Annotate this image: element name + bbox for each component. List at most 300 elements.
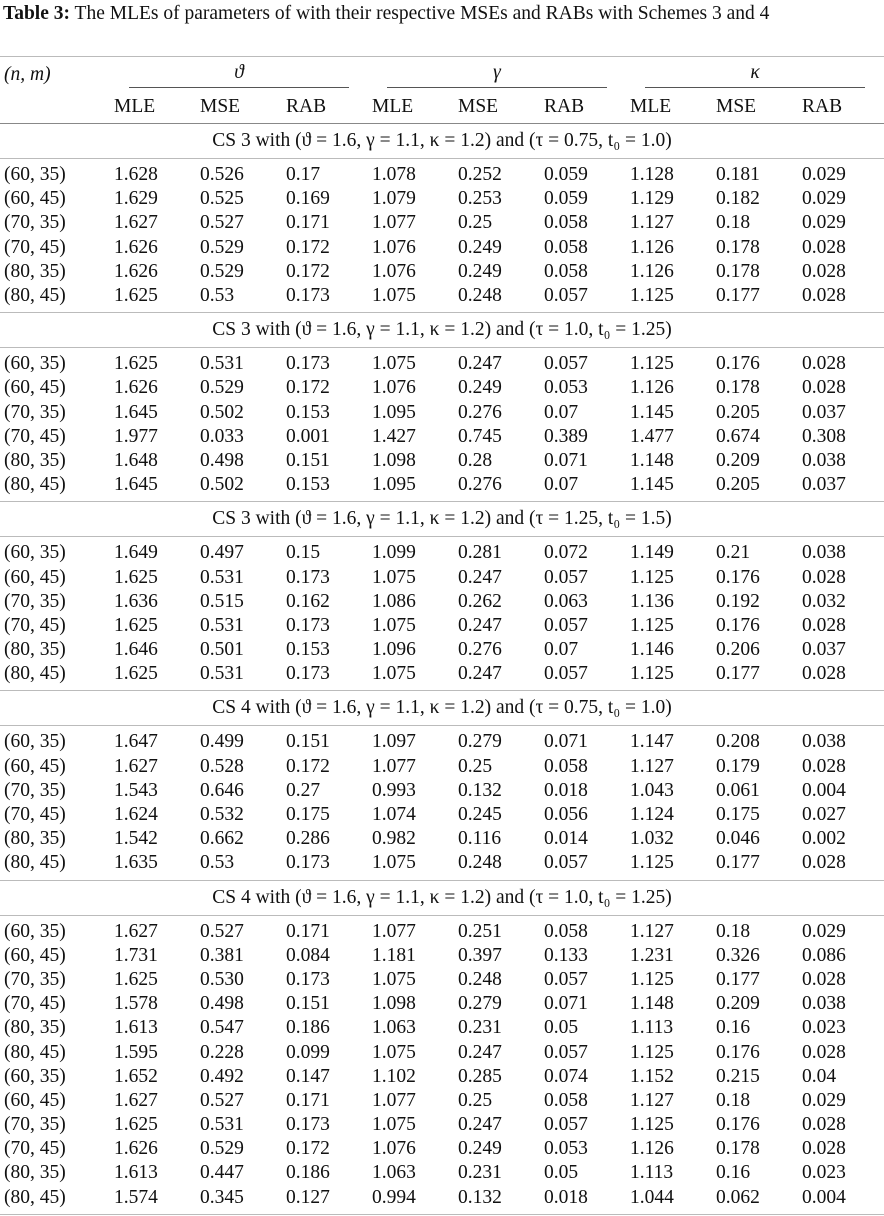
table-row: [0, 1137, 884, 1161]
table-row: [0, 284, 884, 313]
table-cell: 1.574: [110, 1186, 196, 1215]
table-cell: 1.624: [114, 804, 158, 826]
table-cell: 0.033: [200, 425, 244, 447]
table-cell: 1.148: [630, 993, 674, 1015]
table-cell: 0.276: [458, 401, 502, 423]
table-cell: 0.18: [716, 212, 751, 234]
table-cell: 1.145: [630, 474, 674, 496]
table-cell: 0.028: [802, 614, 846, 636]
table-cell: 0.028: [802, 260, 846, 282]
caption-label: Table 3:: [3, 3, 71, 24]
table-cell: 1.125: [630, 1114, 674, 1136]
table-cell: 0.205: [716, 474, 760, 496]
table-cell: 1.231: [630, 944, 674, 966]
table-cell: 0.038: [802, 542, 846, 564]
table-cell: 0.053: [544, 1138, 588, 1160]
table-cell: 0.099: [286, 1041, 330, 1063]
table-cell: 0.056: [544, 804, 588, 826]
section-title: CS 4 with (ϑ = 1.6, γ = 1.1, κ = 1.2) and (τ = 0.75, t₀ = 1.0): [0, 691, 884, 726]
row-label: (80, 35): [4, 1162, 66, 1184]
table-cell: 0.245: [458, 804, 502, 826]
table-cell: 0.058: [544, 1089, 588, 1111]
table-cell: 0.058: [544, 920, 588, 942]
row-label: (60, 45): [4, 188, 66, 210]
table-cell: 0.116: [458, 828, 502, 850]
table-cell: 0.18: [716, 920, 751, 942]
row-label: (60, 35): [4, 542, 66, 564]
table-cell: 1.127: [630, 1089, 674, 1111]
table-row: [0, 1089, 884, 1113]
table-cell: 0.498: [200, 993, 244, 1015]
subcol-header: RAB: [798, 91, 884, 124]
table-cell: 0.389: [544, 425, 588, 447]
table-cell: 0.531: [200, 663, 244, 685]
table-cell: 0.173: [286, 566, 330, 588]
table-cell: 0.028: [802, 285, 846, 307]
table-cell: 0.171: [286, 1089, 330, 1111]
table-cell: 1.126: [630, 1138, 674, 1160]
table-cell: 0.252: [458, 164, 502, 186]
table-cell: 1.095: [372, 401, 416, 423]
table-cell: 1.146: [630, 639, 674, 661]
row-label: (60, 35): [4, 164, 66, 186]
table-cell: 0.231: [458, 1162, 502, 1184]
table-cell: 0.063: [544, 590, 588, 612]
table-cell: 0.247: [458, 663, 502, 685]
table-cell: 0.499: [200, 731, 244, 753]
table-cell: 0.527: [200, 920, 244, 942]
row-label: (70, 45): [4, 1138, 66, 1160]
table-cell: 0.023: [802, 1162, 846, 1184]
table-cell: 0.206: [716, 639, 760, 661]
table-cell: 1.128: [630, 164, 674, 186]
table-row: [0, 614, 884, 638]
table-cell: 0.178: [716, 236, 760, 258]
table-cell: 0.028: [802, 236, 846, 258]
table-cell: 0.029: [802, 920, 846, 942]
table-cell: 1.645: [114, 474, 158, 496]
table-cell: 0.057: [544, 285, 588, 307]
table-cell: 0.178: [716, 1138, 760, 1160]
table-cell: 1.627: [114, 1089, 158, 1111]
table-row: [0, 1186, 884, 1215]
table-cell: 1.645: [114, 401, 158, 423]
table-cell: 0.27: [286, 779, 321, 801]
table-cell: 0.179: [716, 755, 760, 777]
header-subcol-row: [0, 91, 884, 124]
table-cell: 0.181: [716, 164, 760, 186]
table-cell: 0.059: [544, 188, 588, 210]
table-row: [0, 1113, 884, 1137]
row-label: (70, 35): [4, 779, 66, 801]
section-header-row: [0, 313, 884, 348]
table-cell: 0.071: [544, 993, 588, 1015]
table-cell: 1.477: [630, 425, 674, 447]
table-cell: 0.529: [200, 1138, 244, 1160]
table-cell: 0.07: [544, 474, 579, 496]
table-cell: 1.076: [372, 260, 416, 282]
table-cell: 1.136: [630, 590, 674, 612]
table-row: [0, 159, 884, 188]
table-cell: 0.745: [458, 425, 502, 447]
table-cell: 0.25: [458, 1089, 493, 1111]
table-cell: 0.151: [286, 993, 330, 1015]
table-cell: 0.018: [544, 779, 588, 801]
table-row: [0, 211, 884, 235]
table-cell: 0.177: [716, 285, 760, 307]
table-row: [0, 1161, 884, 1185]
table-cell: 0.208: [716, 731, 760, 753]
table-cell: 1.075: [372, 614, 416, 636]
table-row: [0, 638, 884, 662]
table-row: [0, 851, 884, 880]
table-cell: 0.153: [286, 401, 330, 423]
table-cell: 1.113: [630, 1017, 674, 1039]
table-cell: 0.502: [200, 474, 244, 496]
table-cell: 0.175: [286, 804, 330, 826]
table-cell: 0.175: [716, 804, 760, 826]
table-cell: 1.543: [114, 779, 158, 801]
row-label: (60, 35): [4, 1065, 66, 1087]
table-cell: 1.063: [372, 1162, 416, 1184]
table-cell: 0.173: [286, 353, 330, 375]
table-cell: 0.028: [802, 1138, 846, 1160]
table-row: [0, 827, 884, 851]
table-cell: 1.077: [372, 1089, 416, 1111]
table-cell: 0.209: [716, 449, 760, 471]
table-cell: 1.075: [372, 1114, 416, 1136]
table-row: [0, 449, 884, 473]
table-row: [0, 376, 884, 400]
table-cell: 1.181: [372, 944, 416, 966]
table-cell: 0.25: [458, 212, 493, 234]
table-cell: 1.063: [372, 1017, 416, 1039]
table-cell: 0.177: [716, 968, 760, 990]
table-cell: 0.286: [286, 828, 330, 850]
table-cell: 0.171: [286, 212, 330, 234]
section-header-row: [0, 124, 884, 159]
section-header-row: [0, 502, 884, 537]
table-cell: 1.075: [372, 968, 416, 990]
table-cell: 0.172: [286, 260, 330, 282]
table-cell: 0.186: [286, 1017, 330, 1039]
table-cell: 0.151: [286, 449, 330, 471]
group-header-kappa: κ: [626, 57, 884, 92]
table-cell: 0.205: [716, 401, 760, 423]
table-cell: 1.125: [630, 353, 674, 375]
table-row: [0, 662, 884, 691]
table-cell: 1.077: [372, 755, 416, 777]
table-cell: 0.004: [802, 779, 846, 801]
table-cell: 1.079: [372, 188, 416, 210]
table-cell: 0.276: [458, 639, 502, 661]
table-cell: 1.625: [114, 614, 158, 636]
table-cell: 0.447: [200, 1162, 244, 1184]
table-cell: 0.172: [286, 1138, 330, 1160]
table-row: [0, 187, 884, 211]
table-cell: 0.057: [544, 968, 588, 990]
row-label: (80, 45): [4, 852, 66, 874]
table-cell: 1.126: [630, 236, 674, 258]
table-cell: 0.253: [458, 188, 502, 210]
table-cell: 0.249: [458, 377, 502, 399]
table-cell: 1.977: [114, 425, 158, 447]
table-cell: 1.625: [114, 353, 158, 375]
table-cell: 0.173: [286, 285, 330, 307]
table-cell: 0.028: [802, 1041, 846, 1063]
table-cell: 0.059: [544, 164, 588, 186]
table-cell: 1.125: [630, 285, 674, 307]
table-cell: 0.133: [544, 944, 588, 966]
table-row: [0, 537, 884, 566]
section-title: CS 3 with (ϑ = 1.6, γ = 1.1, κ = 1.2) and (τ = 0.75, t₀ = 1.0): [0, 124, 884, 159]
table-cell: 0.147: [286, 1065, 330, 1087]
section-header-row: [0, 880, 884, 915]
table-cell: 0.497: [200, 542, 244, 564]
table-cell: 0.248: [458, 285, 502, 307]
table-cell: 1.626: [114, 236, 158, 258]
table-cell: 1.126: [630, 377, 674, 399]
table-cell: 0.037: [802, 474, 846, 496]
row-label: (70, 45): [4, 993, 66, 1015]
row-label: (80, 35): [4, 1017, 66, 1039]
table-cell: 0.345: [196, 1186, 282, 1215]
table-cell: 0.529: [200, 236, 244, 258]
table-cell: 1.095: [372, 474, 416, 496]
table-cell: 0.529: [200, 260, 244, 282]
table-cell: 0.172: [286, 755, 330, 777]
table-cell: 0.176: [716, 1114, 760, 1136]
table-cell: 0.132: [454, 1186, 540, 1215]
subcol-header: RAB: [282, 91, 368, 124]
table-cell: 0.018: [540, 1186, 626, 1215]
table-cell: 1.125: [630, 968, 674, 990]
table-cell: 1.627: [114, 920, 158, 942]
table-cell: 0.247: [458, 1114, 502, 1136]
row-label: (80, 45): [4, 1041, 66, 1063]
table-cell: 0.528: [200, 755, 244, 777]
table-cell: 0.530: [200, 968, 244, 990]
table-cell: 0.397: [458, 944, 502, 966]
table-cell: 0.247: [458, 566, 502, 588]
table-cell: 0.028: [802, 1114, 846, 1136]
section-title: CS 3 with (ϑ = 1.6, γ = 1.1, κ = 1.2) and (τ = 1.0, t₀ = 1.25): [0, 313, 884, 348]
table-cell: 0.547: [200, 1017, 244, 1039]
table-cell: 0.53: [200, 285, 235, 307]
table-cell: 0.028: [802, 852, 846, 874]
table-cell: 1.075: [372, 353, 416, 375]
table-cell: 1.646: [114, 639, 158, 661]
row-label: (80, 45): [4, 663, 66, 685]
table-cell: 1.102: [372, 1065, 416, 1087]
row-label: (70, 35): [4, 1114, 66, 1136]
table-cell: 0.531: [200, 614, 244, 636]
table-cell: 0.053: [544, 377, 588, 399]
table-cell: 0.05: [544, 1017, 579, 1039]
table-cell: 0.176: [716, 614, 760, 636]
table-cell: 0.074: [544, 1065, 588, 1087]
table-cell: 1.075: [372, 1041, 416, 1063]
group-header-theta: ϑ: [110, 57, 368, 92]
table-cell: 0.173: [286, 614, 330, 636]
table-cell: 1.731: [114, 944, 158, 966]
table-cell: 1.075: [372, 566, 416, 588]
table-cell: 0.515: [200, 590, 244, 612]
table-cell: 0.162: [286, 590, 330, 612]
table-cell: 0.186: [286, 1162, 330, 1184]
table-cell: 0.058: [544, 212, 588, 234]
table-cell: 0.281: [458, 542, 502, 564]
header-blank: [0, 91, 110, 124]
row-label: (80, 45): [4, 474, 66, 496]
table-cell: 0.178: [716, 260, 760, 282]
table-cell: 0.046: [716, 828, 760, 850]
table-cell: 0.248: [458, 852, 502, 874]
table-cell: 1.427: [372, 425, 416, 447]
table-cell: 0.057: [544, 614, 588, 636]
table-cell: 0.15: [286, 542, 321, 564]
table-cell: 0.501: [200, 639, 244, 661]
header-group-row: [0, 57, 884, 92]
table-cell: 1.075: [372, 852, 416, 874]
table-cell: 0.492: [200, 1065, 244, 1087]
table-cell: 1.145: [630, 401, 674, 423]
table-cell: 0.247: [458, 353, 502, 375]
row-label: (80, 35): [4, 260, 66, 282]
table-cell: 1.127: [630, 920, 674, 942]
table-cell: 0.058: [544, 260, 588, 282]
row-label: (70, 45): [4, 425, 66, 447]
results-table: [0, 56, 884, 1215]
row-label: (70, 35): [4, 212, 66, 234]
table-cell: 0.07: [544, 401, 579, 423]
table-cell: 1.096: [372, 639, 416, 661]
table-cell: 0.16: [716, 1162, 751, 1184]
table-cell: 0.037: [802, 401, 846, 423]
table-cell: 1.077: [372, 920, 416, 942]
table-cell: 0.062: [712, 1186, 798, 1215]
table-cell: 0.029: [802, 212, 846, 234]
table-cell: 1.076: [372, 1138, 416, 1160]
table-cell: 0.176: [716, 1041, 760, 1063]
table-cell: 1.077: [372, 212, 416, 234]
table-cell: 1.097: [372, 731, 416, 753]
row-label: (60, 45): [4, 944, 66, 966]
table-cell: 0.529: [200, 377, 244, 399]
row-label: (70, 35): [4, 968, 66, 990]
subcol-header: MLE: [626, 91, 712, 124]
table-row: [0, 992, 884, 1016]
table-cell: 0.037: [802, 639, 846, 661]
table-cell: 0.002: [802, 828, 846, 850]
table-cell: 0.531: [200, 1114, 244, 1136]
table-cell: 1.625: [114, 1114, 158, 1136]
table-cell: 0.086: [802, 944, 846, 966]
table-cell: 1.626: [114, 260, 158, 282]
table-cell: 0.532: [200, 804, 244, 826]
subcol-header: MLE: [110, 91, 196, 124]
table-cell: 0.215: [716, 1065, 760, 1087]
table-cell: 1.113: [630, 1162, 674, 1184]
table-cell: 1.126: [630, 260, 674, 282]
table-cell: 1.578: [114, 993, 158, 1015]
table-cell: 0.028: [802, 663, 846, 685]
table-cell: 0.028: [802, 377, 846, 399]
table-cell: 0.171: [286, 920, 330, 942]
table-cell: 0.173: [286, 852, 330, 874]
table-cell: 1.542: [114, 828, 158, 850]
table-cell: 1.127: [630, 212, 674, 234]
table-cell: 0.28: [458, 449, 493, 471]
table-cell: 0.014: [544, 828, 588, 850]
table-cell: 0.173: [286, 1114, 330, 1136]
table-cell: 1.125: [630, 614, 674, 636]
table-cell: 0.172: [286, 377, 330, 399]
row-label: (80, 45): [0, 1186, 110, 1215]
table-cell: 0.028: [802, 353, 846, 375]
table-cell: 0.262: [458, 590, 502, 612]
table-cell: 0.057: [544, 353, 588, 375]
row-label: (60, 45): [4, 377, 66, 399]
table-cell: 0.173: [286, 663, 330, 685]
subcol-header: MSE: [196, 91, 282, 124]
table-cell: 1.626: [114, 1138, 158, 1160]
table-cell: 0.176: [716, 353, 760, 375]
table-cell: 0.001: [286, 425, 330, 447]
table-cell: 0.248: [458, 968, 502, 990]
table-cell: 0.662: [200, 828, 244, 850]
table-cell: 0.028: [802, 968, 846, 990]
table-cell: 1.086: [372, 590, 416, 612]
table-cell: 0.249: [458, 260, 502, 282]
table-cell: 1.129: [630, 188, 674, 210]
table-row: [0, 803, 884, 827]
table-cell: 0.192: [716, 590, 760, 612]
table-cell: 0.153: [286, 639, 330, 661]
table-cell: 0.25: [458, 755, 493, 777]
table-cell: 1.075: [372, 285, 416, 307]
table-cell: 0.029: [802, 1089, 846, 1111]
row-label: (60, 35): [4, 353, 66, 375]
table-cell: 1.099: [372, 542, 416, 564]
table-cell: 0.004: [798, 1186, 884, 1215]
table-cell: 1.625: [114, 566, 158, 588]
table-cell: 0.994: [368, 1186, 454, 1215]
section-header-row: [0, 691, 884, 726]
table-cell: 0.04: [802, 1065, 837, 1087]
table-cell: 1.044: [626, 1186, 712, 1215]
table-cell: 0.525: [200, 188, 244, 210]
table-cell: 0.646: [200, 779, 244, 801]
table-cell: 1.149: [630, 542, 674, 564]
table-cell: 0.057: [544, 852, 588, 874]
table-cell: 0.526: [200, 164, 244, 186]
table-cell: 1.148: [630, 449, 674, 471]
table-cell: 1.152: [630, 1065, 674, 1087]
table-cell: 1.124: [630, 804, 674, 826]
table-cell: 0.18: [716, 1089, 751, 1111]
table-cell: 0.674: [716, 425, 760, 447]
table-cell: 0.172: [286, 236, 330, 258]
table-cell: 0.132: [458, 779, 502, 801]
table-cell: 1.625: [114, 663, 158, 685]
table-cell: 0.028: [802, 755, 846, 777]
caption-text: The MLEs of parameters of with their respective MSEs and RABs with Schemes 3 and 4: [74, 3, 770, 24]
row-label: (70, 45): [4, 614, 66, 636]
table-cell: 0.249: [458, 236, 502, 258]
table-cell: 0.027: [802, 804, 846, 826]
table-cell: 0.249: [458, 1138, 502, 1160]
